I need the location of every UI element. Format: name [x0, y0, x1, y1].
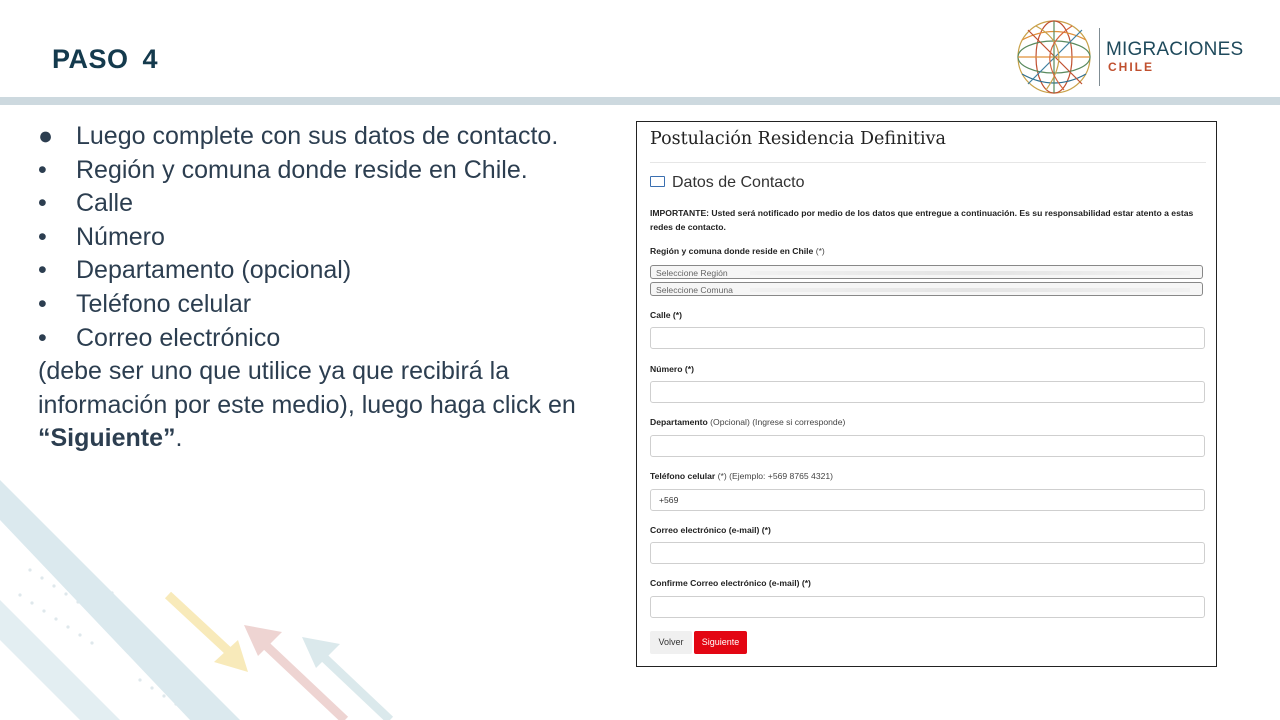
next-button[interactable]: Siguiente [694, 631, 747, 654]
bullet-icon: • [38, 155, 47, 184]
region-required: (*) [815, 246, 825, 256]
calle-label: Calle (*) [650, 310, 682, 320]
section-title: Datos de Contacto [672, 174, 805, 191]
instruction-item [38, 154, 598, 188]
comuna-select[interactable] [650, 282, 1203, 296]
instruction-text: Luego complete con sus datos de contacto. [76, 122, 559, 150]
depto-input[interactable] [650, 435, 1205, 457]
bullet-icon: • [38, 222, 47, 251]
telefono-label-text: Teléfono celular [650, 471, 716, 481]
important-note: IMPORTANTE: Usted será notificado por medio de los datos que entregue a continuación. Es su responsabilidad estar atento a estas redes de contacto. [650, 208, 1194, 232]
closing-period: . [175, 424, 183, 453]
instruction-item [38, 221, 598, 255]
form-title: Postulación Residencia Definitiva [650, 129, 946, 149]
instruction-text: Número [76, 222, 165, 251]
telefono-input[interactable]: +569 [650, 489, 1205, 511]
instruction-text: Calle [76, 189, 133, 218]
comuna-placeholder: Seleccione Comuna [656, 285, 733, 295]
depto-hint: (Opcional) (Ingrese si corresponde) [710, 417, 846, 427]
instruction-item [38, 120, 598, 154]
logo-sub-text: CHILE [1108, 60, 1154, 74]
instruction-item [38, 254, 598, 288]
numero-input[interactable] [650, 381, 1205, 403]
header-divider [0, 97, 1280, 105]
telefono-hint: (*) (Ejemplo: +569 8765 4321) [717, 471, 834, 481]
region-label-text: Región y comuna donde reside en Chile [650, 246, 814, 256]
depto-label [650, 417, 845, 427]
email-label: Correo electrónico (e-mail) (*) [650, 525, 771, 535]
form-divider [650, 162, 1206, 163]
instructions [38, 120, 598, 456]
bullet-icon: • [38, 256, 47, 285]
siguiente-emphasis: “Siguiente” [38, 424, 176, 453]
bullet-icon: ● [38, 122, 54, 150]
region-label [650, 246, 825, 256]
bullet-icon: • [38, 189, 47, 218]
select-track [750, 288, 1190, 292]
instruction-text: Departamento (opcional) [76, 256, 352, 285]
logo-text [1106, 40, 1243, 74]
instruction-text: Región y comuna donde reside en Chile. [76, 155, 528, 184]
numero-label: Número (*) [650, 364, 694, 374]
telefono-label [650, 471, 833, 481]
email-confirm-label: Confirme Correo electrónico (e-mail) (*) [650, 578, 811, 588]
instruction-closing [38, 355, 598, 456]
instruction-item [38, 288, 598, 322]
instruction-item [38, 187, 598, 221]
closing-text: (debe ser uno que utilice ya que recibirá la información por este medio), luego haga click en [38, 357, 576, 419]
back-button[interactable]: Volver [650, 631, 692, 654]
instruction-text: Teléfono celular [76, 289, 252, 318]
form-screenshot [636, 121, 1217, 667]
instruction-text: Correo electrónico [76, 323, 281, 352]
step-title: PASO 4 [52, 44, 159, 74]
region-select[interactable] [650, 265, 1203, 279]
laptop-icon [650, 176, 665, 187]
email-input[interactable] [650, 542, 1205, 564]
select-track [750, 271, 1190, 275]
logo-main-text: MIGRACIONES [1106, 39, 1244, 60]
region-placeholder: Seleccione Región [656, 268, 728, 278]
section-header [650, 174, 805, 192]
bullet-icon: • [38, 323, 47, 352]
email-confirm-input[interactable] [650, 596, 1205, 618]
logo-separator [1099, 28, 1100, 86]
depto-label-text: Departamento [650, 417, 708, 427]
calle-input[interactable] [650, 327, 1205, 349]
bullet-icon: • [38, 289, 47, 318]
instruction-item [38, 322, 598, 356]
